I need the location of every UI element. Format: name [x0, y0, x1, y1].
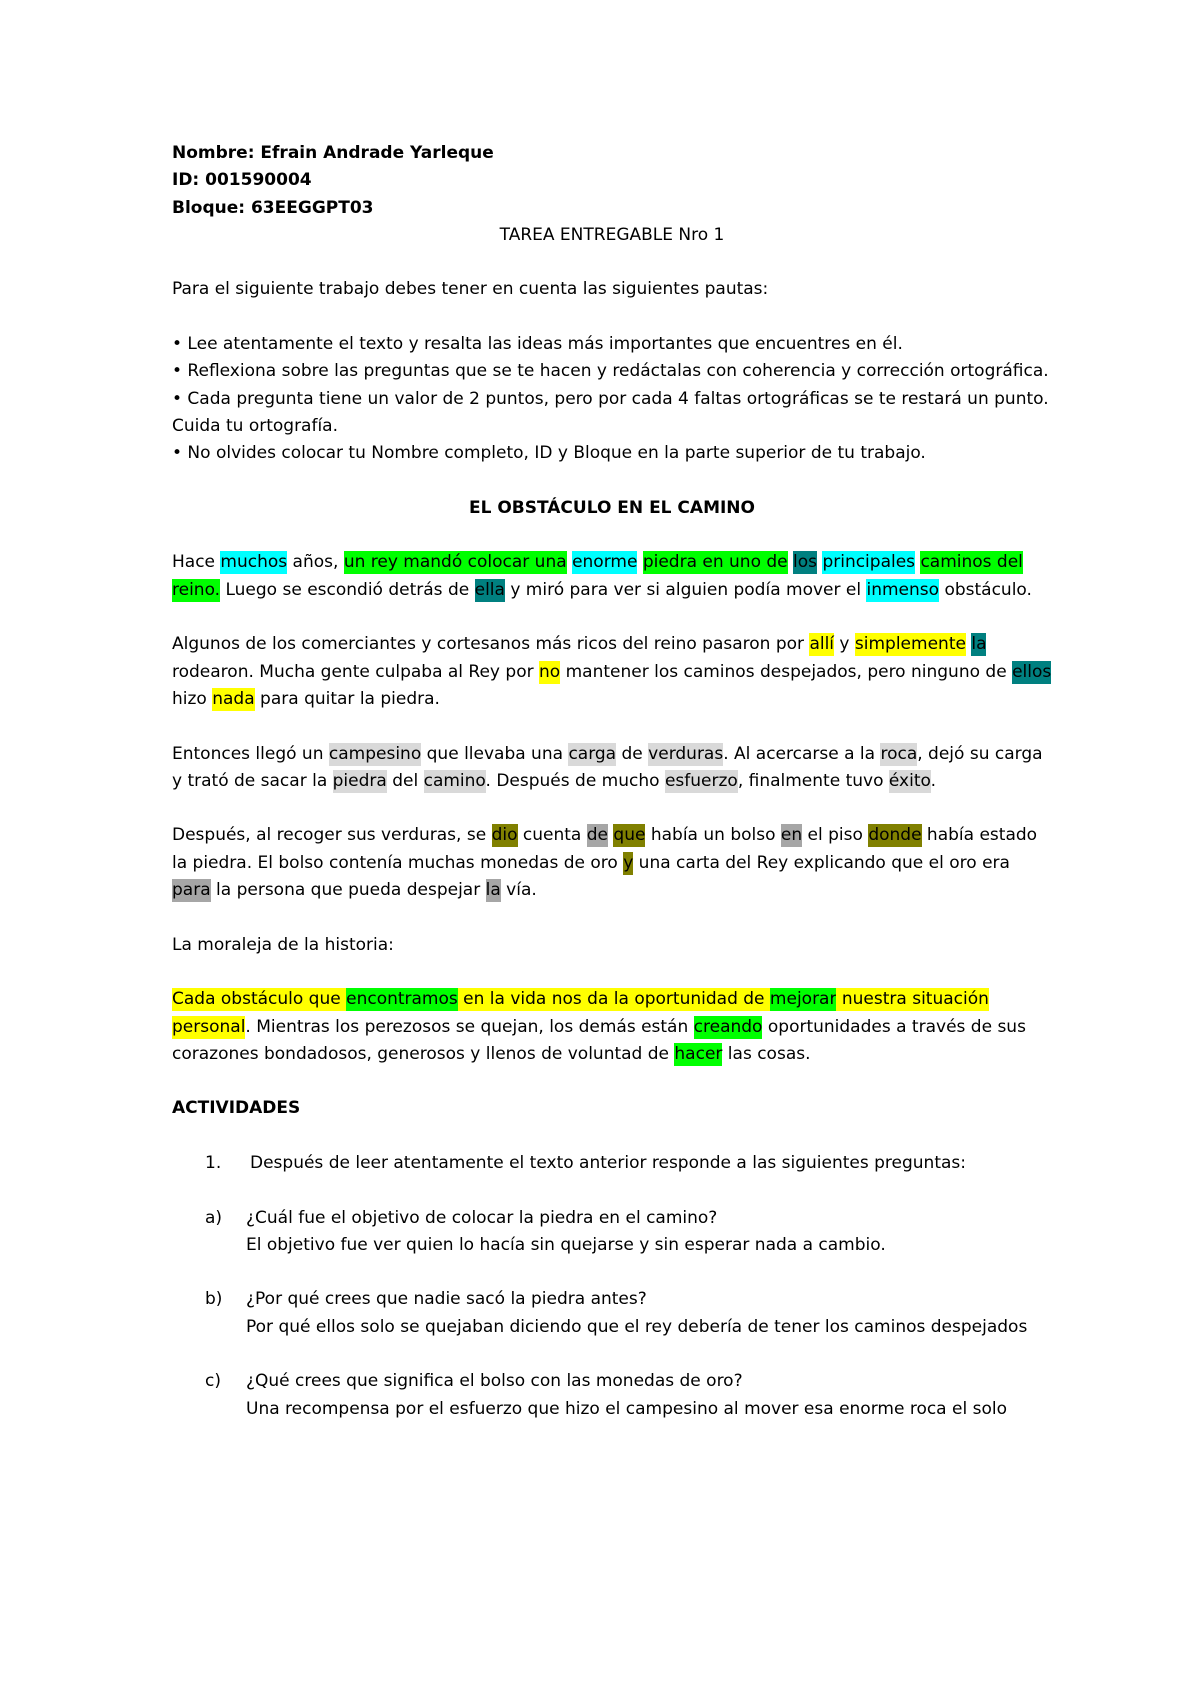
- question-text: ¿Cuál fue el objetivo de colocar la piedra en el camino?: [246, 1207, 718, 1228]
- story-text: . Después de mucho: [485, 770, 665, 791]
- question-c: [172, 1368, 1052, 1423]
- highlighted-text: principales: [822, 552, 916, 573]
- highlighted-text: la: [485, 880, 501, 901]
- story-title: EL OBSTÁCULO EN EL CAMINO: [468, 497, 755, 518]
- moral-paragraph: [172, 986, 1052, 1068]
- highlighted-text: carga: [568, 743, 617, 764]
- story-text: hizo: [172, 688, 213, 709]
- story-text: había estado la piedra. El bolso contenía muchas monedas de oro: [172, 825, 1038, 873]
- story-text: Entonces llegó un: [172, 743, 329, 764]
- story-text: de: [616, 743, 649, 764]
- highlighted-text: roca: [880, 743, 918, 764]
- story-text: . Mientras los perezosos se quejan, los demás están: [245, 1016, 694, 1037]
- answer-text: El objetivo fue ver quien lo hacía sin quejarse y sin esperar nada a cambio.: [246, 1234, 886, 1255]
- question-letter: b): [205, 1289, 223, 1310]
- highlighted-text: allí: [809, 634, 835, 655]
- question-letter: a): [205, 1207, 223, 1228]
- story-text: .: [930, 770, 936, 791]
- answer-text: Una recompensa por el esfuerzo que hizo el campesino al mover esa enorme roca el solo: [246, 1398, 1007, 1419]
- highlighted-text: la: [971, 634, 987, 655]
- highlighted-text: dio: [491, 825, 518, 846]
- highlighted-text: un rey mandó colocar una: [343, 552, 567, 573]
- question-text: ¿Qué crees que significa el bolso con las monedas de oro?: [246, 1371, 743, 1392]
- highlighted-text: que: [613, 825, 646, 846]
- highlighted-text: éxito: [888, 770, 931, 791]
- story-text: Hace: [172, 552, 221, 573]
- activity-item: [172, 1150, 1052, 1177]
- instruction-bullet: • No olvides colocar tu Nombre completo, ID y Bloque en la parte superior de tu trabajo.: [172, 443, 926, 464]
- highlighted-text: campesino: [328, 743, 422, 764]
- highlighted-text: donde: [868, 825, 922, 846]
- story-text: , dejó su carga y trató de sacar la: [172, 743, 1043, 791]
- question-letter: c): [205, 1371, 221, 1392]
- answer-text: Por qué ellos solo se quejaban diciendo que el rey debería de tener los caminos despejados: [246, 1316, 1028, 1337]
- highlighted-text: ella: [474, 579, 505, 600]
- story-paragraph: [172, 822, 1052, 904]
- story-paragraph: [172, 631, 1052, 713]
- assignment-title: TAREA ENTREGABLE Nro 1: [499, 224, 725, 245]
- instruction-bullet: • Cada pregunta tiene un valor de 2 puntos, pero por cada 4 faltas ortográficas se te restará un punto. Cuida tu ortografía.: [172, 388, 1049, 436]
- story-text: y: [834, 634, 855, 655]
- highlighted-text: verduras: [648, 743, 724, 764]
- highlighted-text: y: [623, 852, 634, 873]
- story-text: del: [386, 770, 424, 791]
- highlighted-text: hacer: [674, 1043, 723, 1064]
- student-block: Bloque: 63EEGGPT03: [172, 197, 374, 218]
- question-a: [172, 1205, 1052, 1260]
- story-text: oportunidades a través de sus corazones bondadosos, generosos y llenos de voluntad de: [172, 1016, 1026, 1064]
- story-text: Algunos de los comerciantes y cortesanos más ricos del reino pasaron por: [172, 634, 810, 655]
- story-paragraph: [172, 741, 1052, 796]
- story-text: y miró para ver si alguien podía mover el: [504, 579, 867, 600]
- story-text: mantener los caminos despejados, pero ninguno de: [560, 661, 1013, 682]
- highlighted-text: muchos: [220, 552, 288, 573]
- story-text: , finalmente tuvo: [737, 770, 889, 791]
- highlighted-text: para: [172, 880, 211, 901]
- highlighted-text: caminos del reino.: [172, 552, 1023, 600]
- student-id: ID: 001590004: [172, 170, 312, 191]
- instructions-intro: Para el siguiente trabajo debes tener en cuenta las siguientes pautas:: [172, 279, 769, 300]
- story-text: vía.: [500, 880, 537, 901]
- highlighted-text: piedra: [332, 770, 387, 791]
- activities-title: ACTIVIDADES: [172, 1098, 301, 1119]
- story-text: cuenta: [517, 825, 587, 846]
- highlighted-text: no: [539, 661, 561, 682]
- highlighted-text: de: [586, 825, 608, 846]
- highlighted-text: en: [780, 825, 803, 846]
- story-text: había un bolso: [645, 825, 781, 846]
- highlighted-text: creando: [693, 1016, 763, 1037]
- highlighted-text: mejorar: [769, 989, 837, 1010]
- highlighted-text: piedra en uno de: [642, 552, 788, 573]
- story-text: Después, al recoger sus verduras, se: [172, 825, 492, 846]
- highlighted-text: nuestra situación personal: [172, 989, 989, 1037]
- highlighted-text: en la vida nos da la oportunidad de: [457, 989, 770, 1010]
- story-text: obstáculo.: [939, 579, 1032, 600]
- highlighted-text: inmenso: [866, 579, 940, 600]
- student-name: Nombre: Efrain Andrade Yarleque: [172, 143, 494, 163]
- story-text: las cosas.: [722, 1043, 811, 1064]
- highlighted-text: ellos: [1012, 661, 1052, 682]
- highlighted-text: nada: [212, 688, 255, 709]
- highlighted-text: enorme: [572, 552, 638, 573]
- highlighted-text: los: [793, 552, 818, 573]
- highlighted-text: encontramos: [346, 989, 458, 1010]
- activity-number: 1.: [205, 1152, 222, 1173]
- highlighted-text: simplemente: [854, 634, 966, 655]
- story-text: rodearon. Mucha gente culpaba al Rey por: [172, 661, 539, 682]
- story-text: que llevaba una: [421, 743, 569, 764]
- question-b: [172, 1286, 1052, 1341]
- story-text: La moraleja de la historia:: [172, 934, 394, 955]
- document-body: [172, 140, 1052, 1423]
- story-text: el piso: [802, 825, 869, 846]
- story-text: [637, 552, 642, 572]
- highlighted-text: Cada obstáculo que: [172, 989, 347, 1010]
- moral-label: [172, 932, 1052, 959]
- highlighted-text: esfuerzo: [664, 770, 738, 791]
- story-text: la persona que pueda despejar: [210, 880, 486, 901]
- story-text: años,: [287, 552, 344, 573]
- instruction-bullet: • Lee atentamente el texto y resalta las ideas más importantes que encuentres en él.: [172, 334, 903, 355]
- activity-text: Después de leer atentamente el texto anterior responde a las siguientes preguntas:: [250, 1152, 967, 1173]
- highlighted-text: camino: [423, 770, 486, 791]
- story-text: una carta del Rey explicando que el oro era: [633, 852, 1010, 873]
- question-text: ¿Por qué crees que nadie sacó la piedra antes?: [246, 1289, 647, 1310]
- story-text: . Al acercarse a la: [723, 743, 881, 764]
- story-text: Luego se escondió detrás de: [220, 579, 475, 600]
- instruction-bullet: • Reflexiona sobre las preguntas que se te hacen y redáctalas con coherencia y corrección ortográfica.: [172, 361, 1049, 382]
- story-paragraph: [172, 549, 1052, 604]
- story-text: para quitar la piedra.: [254, 688, 440, 709]
